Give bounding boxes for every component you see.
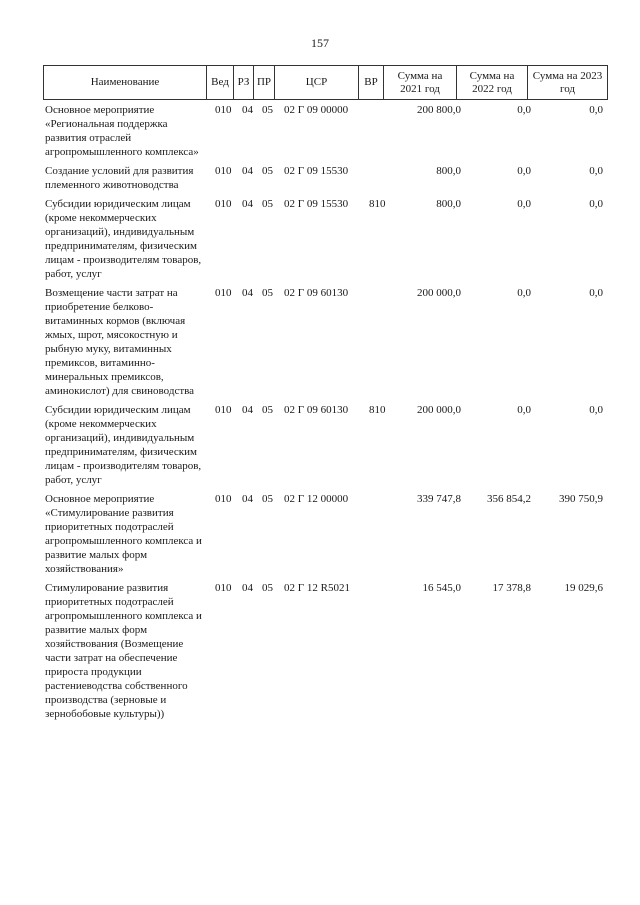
row-sum-2021: 339 747,8 (417, 493, 461, 505)
row-rz: 04 (242, 493, 253, 505)
table-row (43, 492, 607, 576)
row-sum-2022: 0,0 (517, 287, 531, 299)
row-ved: 010 (215, 493, 232, 505)
row-ved: 010 (215, 287, 232, 299)
row-csr: 02 Г 12 00000 (284, 493, 349, 505)
header-name: Наименование (44, 66, 207, 100)
row-csr: 02 Г 09 15530 (284, 198, 349, 210)
table-header (43, 65, 608, 100)
row-pr: 05 (262, 287, 273, 299)
row-rz: 04 (242, 404, 253, 416)
row-pr: 05 (262, 104, 273, 116)
row-name: Основное мероприятие «Стимулирование развития приоритетных подотраслей агропромышленного комплекса и развитие малых форм хозяйствования» (45, 493, 202, 575)
row-vr: 810 (369, 198, 386, 210)
row-pr: 05 (262, 198, 273, 210)
row-name: Создание условий для развития племенного животноводства (45, 165, 194, 191)
row-sum-2023: 390 750,9 (559, 493, 603, 505)
row-rz: 04 (242, 104, 253, 116)
header-vr: ВР (359, 66, 384, 100)
row-csr: 02 Г 09 15530 (284, 165, 349, 177)
row-csr: 02 Г 09 00000 (284, 104, 349, 116)
row-sum-2022: 0,0 (517, 198, 531, 210)
row-name: Основное мероприятие «Региональная поддержка развития отраслей агропромышленного комплекса» (45, 104, 199, 158)
header-sum-2022: Сумма на 2022 год (457, 66, 528, 100)
row-csr: 02 Г 09 60130 (284, 404, 349, 416)
row-pr: 05 (262, 493, 273, 505)
header-csr: ЦСР (275, 66, 359, 100)
row-name: Субсидии юридическим лицам (кроме некоммерческих организаций), индивидуальным предпринимателям, физическим лицам - производителям товаров, работ, услуг (45, 404, 202, 486)
header-sum-2023: Сумма на 2023 год (528, 66, 608, 100)
row-sum-2021: 800,0 (436, 198, 461, 210)
table-body (43, 103, 607, 721)
row-ved: 010 (215, 404, 232, 416)
table-row (43, 103, 607, 159)
row-name: Возмещение части затрат на приобретение белково-витаминных кормов (включая жмых, шрот, мясокостную и рыбную муку, витаминных премиксов, витаминно-минеральных премиксов, аминокислот) для свиноводства (45, 287, 195, 397)
table-row (43, 403, 607, 487)
row-sum-2023: 0,0 (589, 287, 603, 299)
row-csr: 02 Г 12 R5021 (284, 582, 350, 594)
row-csr: 02 Г 09 60130 (284, 287, 349, 299)
row-sum-2022: 0,0 (517, 404, 531, 416)
row-ved: 010 (215, 165, 232, 177)
row-sum-2023: 0,0 (589, 198, 603, 210)
row-sum-2023: 0,0 (589, 165, 603, 177)
table-row (43, 164, 607, 192)
row-pr: 05 (262, 582, 273, 594)
row-pr: 05 (262, 165, 273, 177)
table-row (43, 286, 607, 398)
table-row (43, 581, 607, 721)
row-sum-2021: 800,0 (436, 165, 461, 177)
row-rz: 04 (242, 198, 253, 210)
header-ved: Вед (207, 66, 234, 100)
row-ved: 010 (215, 198, 232, 210)
header-rz: РЗ (234, 66, 254, 100)
row-sum-2022: 0,0 (517, 104, 531, 116)
row-sum-2022: 356 854,2 (487, 493, 531, 505)
row-rz: 04 (242, 287, 253, 299)
row-rz: 04 (242, 165, 253, 177)
row-pr: 05 (262, 404, 273, 416)
row-sum-2023: 0,0 (589, 104, 603, 116)
row-sum-2023: 0,0 (589, 404, 603, 416)
row-ved: 010 (215, 104, 232, 116)
row-sum-2023: 19 029,6 (564, 582, 603, 594)
row-name: Стимулирование развития приоритетных подотраслей агропромышленного комплекса и развитие малых форм хозяйствования (Возмещение части затрат на обеспечение прироста продукции растениеводства собственного производства (зерновые и зернобобовые культуры)) (45, 582, 202, 720)
page-number: 157 (311, 36, 329, 50)
row-sum-2021: 16 545,0 (422, 582, 461, 594)
row-name: Субсидии юридическим лицам (кроме некоммерческих организаций), индивидуальным предпринимателям, физическим лицам - производителям товаров, работ, услуг (45, 198, 202, 280)
row-sum-2021: 200 000,0 (417, 287, 461, 299)
table-row (43, 197, 607, 281)
row-sum-2022: 0,0 (517, 165, 531, 177)
row-sum-2022: 17 378,8 (492, 582, 531, 594)
row-sum-2021: 200 000,0 (417, 404, 461, 416)
row-rz: 04 (242, 582, 253, 594)
row-sum-2021: 200 800,0 (417, 104, 461, 116)
row-vr: 810 (369, 404, 386, 416)
header-pr: ПР (254, 66, 275, 100)
row-ved: 010 (215, 582, 232, 594)
header-sum-2021: Сумма на 2021 год (384, 66, 457, 100)
